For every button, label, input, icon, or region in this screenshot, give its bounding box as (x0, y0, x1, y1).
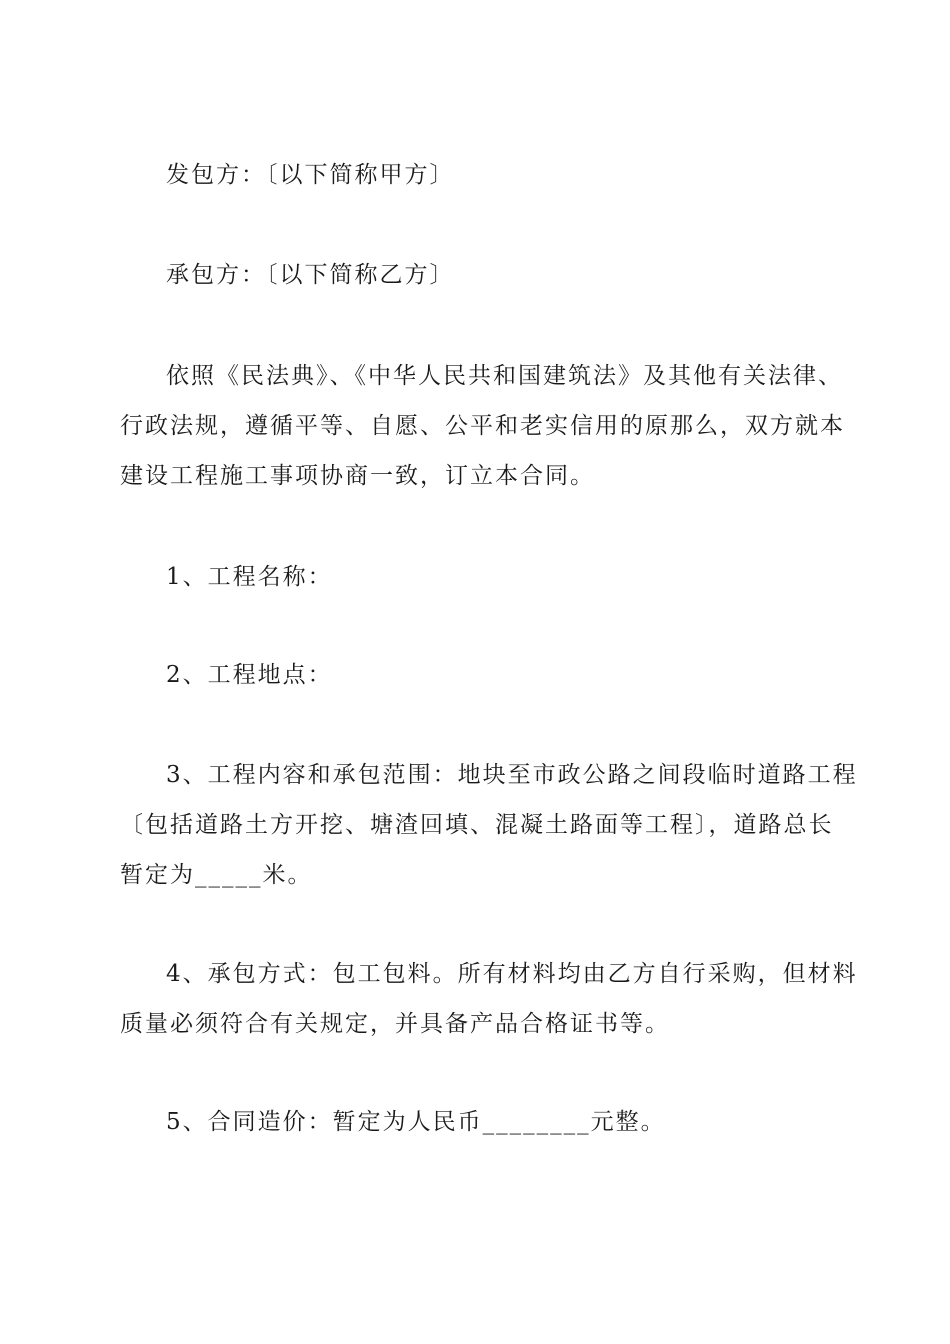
contractor-issuer-paragraph (120, 150, 835, 200)
clause-3-line-3: 暂定为_____米。 (120, 862, 313, 888)
contractor-receiver-paragraph (120, 250, 835, 300)
clause-project-name (120, 552, 835, 602)
clause-4-line-1: 4、承包方式：包工包料。所有材料均由乙方自行采购，但材料 (166, 961, 858, 987)
clause-project-location (120, 650, 835, 700)
clause-5-line: 5、合同造价：暂定为人民币________元整。 (166, 1109, 666, 1135)
clause-4-line-2: 质量必须符合有关规定，并具备产品合格证书等。 (120, 1011, 670, 1037)
clause-contract-price (120, 1097, 835, 1147)
party-a-line: 发包方：〔以下简称甲方〕 (166, 162, 455, 188)
clause-2-line: 2、工程地点： (166, 662, 333, 688)
clause-1-line: 1、工程名称： (166, 564, 333, 590)
legal-basis-paragraph (120, 351, 845, 501)
clause-contract-method (120, 949, 858, 1049)
legal-basis-line-2: 行政法规，遵循平等、自愿、公平和老实信用的原那么，双方就本 (120, 413, 845, 439)
clause-project-scope (120, 750, 858, 900)
clause-3-line-2: 〔包括道路土方开挖、塘渣回填、混凝土路面等工程〕，道路总长 (120, 812, 834, 838)
legal-basis-line-1: 依照《民法典》、《中华人民共和国建筑法》及其他有关法律、 (166, 363, 843, 389)
clause-3-line-1: 3、工程内容和承包范围：地块至市政公路之间段临时道路工程 (166, 762, 858, 788)
party-b-line: 承包方：〔以下简称乙方〕 (166, 262, 455, 288)
legal-basis-line-3: 建设工程施工事项协商一致，订立本合同。 (120, 463, 595, 489)
